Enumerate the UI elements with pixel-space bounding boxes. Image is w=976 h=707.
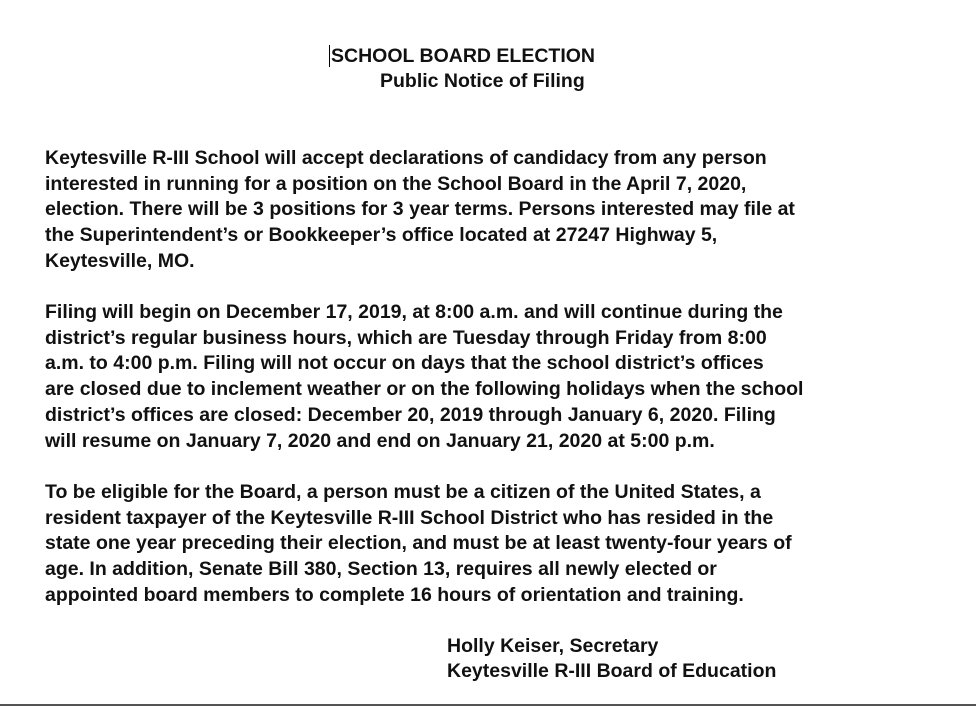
- paragraph-line: To be eligible for the Board, a person must be a citizen of the United States, a: [45, 481, 761, 503]
- notice-subtitle: Public Notice of Filing: [380, 70, 585, 92]
- text-cursor: [329, 45, 330, 67]
- paragraph-candidacy: [45, 146, 925, 275]
- paragraph-eligibility: [45, 480, 925, 609]
- paragraph-line: Keytesville, MO.: [45, 249, 195, 272]
- paragraph-line: Filing will begin on December 17, 2019, at 8:00 a.m. and will continue during the: [45, 301, 783, 323]
- paragraph-line: a.m. to 4:00 p.m. Filing will not occur on days that the school district’s offices: [45, 352, 764, 375]
- paragraph-line: will resume on January 7, 2020 and end on January 21, 2020 at 5:00 p.m.: [45, 429, 715, 452]
- paragraph-line: district’s regular business hours, which are Tuesday through Friday from 8:00: [45, 326, 767, 349]
- paragraph-line: interested in running for a position on the School Board in the April 7, 2020,: [45, 172, 747, 195]
- page-bottom-divider: [0, 704, 976, 706]
- paragraph-line: Keytesville R-III School will accept declarations of candidacy from any person: [45, 147, 767, 169]
- paragraph-line: election. There will be 3 positions for 3 year terms. Persons interested may file at: [45, 198, 795, 221]
- paragraph-line: the Superintendent’s or Bookkeeper’s office located at 27247 Highway 5,: [45, 224, 718, 247]
- paragraph-line: are closed due to inclement weather or on the following holidays when the school: [45, 378, 804, 401]
- paragraph-line: appointed board members to complete 16 hours of orientation and training.: [45, 583, 744, 606]
- signature-organization: Keytesville R-III Board of Education: [447, 660, 777, 682]
- paragraph-line: age. In addition, Senate Bill 380, Section 13, requires all newly elected or: [45, 558, 717, 581]
- paragraph-line: resident taxpayer of the Keytesville R-III School District who has resided in the: [45, 506, 774, 529]
- notice-title: SCHOOL BOARD ELECTION: [331, 45, 595, 67]
- paragraph-line: district’s offices are closed: December 20, 2019 through January 6, 2020. Filing: [45, 403, 776, 426]
- paragraph-filing-dates: [45, 300, 925, 454]
- signature-name: Holly Keiser, Secretary: [447, 635, 659, 657]
- paragraph-line: state one year preceding their election, and must be at least twenty-four years of: [45, 532, 792, 555]
